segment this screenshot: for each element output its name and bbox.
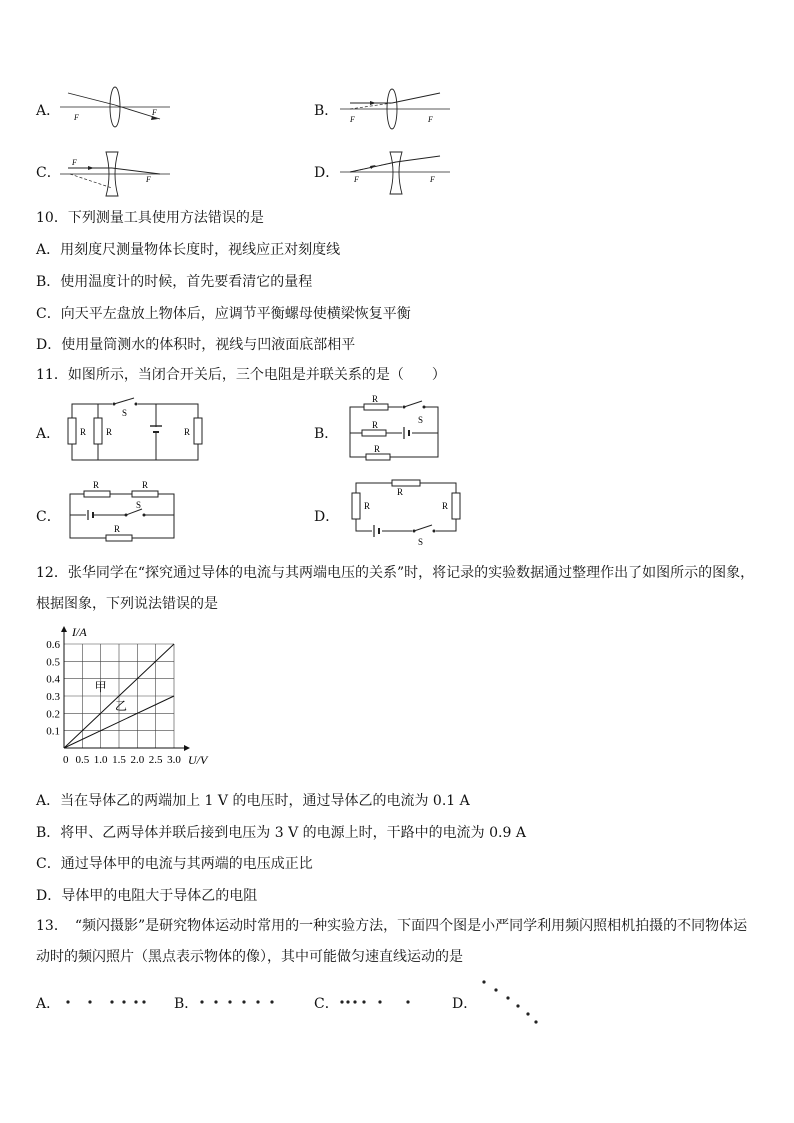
q9-option-a: A． <box>36 103 61 119</box>
q11-circuit-a <box>66 400 206 464</box>
svg-text:S: S <box>418 415 424 425</box>
q13-strobe-d <box>478 978 548 1028</box>
q11-option-b: B． <box>314 426 339 442</box>
y-tick-label: 0.3 <box>46 691 60 703</box>
svg-text:R: R <box>142 480 149 490</box>
y-tick-label: 0.2 <box>46 708 60 721</box>
x-tick-label: 2.5 <box>148 754 163 766</box>
y-tick-label: 0.1 <box>46 725 60 738</box>
series-label-yi: 乙 <box>115 698 128 713</box>
svg-text:R: R <box>80 427 87 437</box>
q12-option-b: B．将甲、乙两导体并联后接到电压为 3 V 的电源上时，干路中的电流为 0.9 A <box>36 825 526 841</box>
q13-option-b: B． <box>174 996 199 1012</box>
svg-text:R: R <box>397 487 404 497</box>
q10-option-d: D．使用量筒测水的体积时，视线与凹液面底部相平 <box>36 337 356 353</box>
svg-text:R: R <box>106 427 113 437</box>
q12-option-c: C．通过导体甲的电流与其两端的电压成正比 <box>36 856 313 872</box>
q13-stem-line2: 动时的频闪照片（黑点表示物体的像），其中可能做匀速直线运动的是 <box>36 949 463 965</box>
q11-option-a: A． <box>36 426 61 442</box>
q13-strobe-b <box>198 995 278 1009</box>
svg-text:R: R <box>372 420 379 430</box>
svg-text:R: R <box>114 524 121 534</box>
q12-option-a: A．当在导体乙的两端加上 1 V 的电压时，通过导体乙的电流为 0.1 A <box>36 793 470 809</box>
q13-option-c: C． <box>314 996 339 1012</box>
q11-option-d: D． <box>314 509 340 525</box>
q9-option-c: C． <box>36 165 61 181</box>
svg-text:R: R <box>442 501 449 511</box>
q11-circuit-c <box>66 478 180 548</box>
x-tick-label: 0.5 <box>75 754 90 766</box>
svg-text:F: F <box>152 108 157 117</box>
q13-strobe-a <box>64 995 154 1009</box>
q9-lens-diagram-b <box>340 85 450 135</box>
q9-option-b: B． <box>314 103 339 119</box>
series-label-jia: 甲 <box>94 679 107 694</box>
x-tick-label: 0 <box>63 754 69 766</box>
y-tick-label: 0.4 <box>46 673 60 686</box>
svg-text:F: F <box>350 115 355 124</box>
q11-option-c: C． <box>36 509 61 525</box>
svg-text:F: F <box>428 115 433 124</box>
x-axis-label: U/V <box>188 753 208 767</box>
svg-text:S: S <box>136 500 142 510</box>
x-tick-label: 3.0 <box>167 754 181 766</box>
q11-circuit-b <box>344 395 444 465</box>
svg-text:F: F <box>72 158 77 167</box>
q11-circuit-d <box>346 475 466 547</box>
y-axis-label: I/A <box>72 625 87 639</box>
svg-text:S: S <box>418 537 424 547</box>
q9-option-d: D． <box>314 165 340 181</box>
q13-option-d: D． <box>452 996 478 1012</box>
y-tick-label: 0.6 <box>46 639 60 651</box>
q12-option-d: D．导体甲的电阻大于导体乙的电阻 <box>36 888 258 904</box>
svg-text:F: F <box>74 113 79 122</box>
svg-text:R: R <box>184 427 191 437</box>
q11-stem: 11．如图所示，当闭合开关后，三个电阻是并联关系的是（ ） <box>36 367 446 383</box>
q10-option-b: B．使用温度计的时候，首先要看清它的量程 <box>36 274 313 290</box>
svg-text:R: R <box>372 394 379 404</box>
q10-option-a: A．用刻度尺测量物体长度时，视线应正对刻度线 <box>36 242 341 258</box>
y-tick-label: 0.5 <box>46 656 60 669</box>
x-axis-arrow <box>184 745 190 751</box>
svg-text:F: F <box>354 175 359 184</box>
x-tick-label: 1.0 <box>93 754 108 766</box>
q10-stem: 10．下列测量工具使用方法错误的是 <box>36 210 264 226</box>
svg-text:F: F <box>430 175 435 184</box>
svg-text:R: R <box>374 444 381 454</box>
q12-stem-line2: 根据图象，下列说法错误的是 <box>36 596 218 612</box>
q13-strobe-c <box>338 995 418 1009</box>
svg-text:R: R <box>93 480 100 490</box>
q13-stem-line1: 13． “频闪摄影”是研究物体运动时常用的一种实验方法，下面四个图是小严同学利用频闪照相机拍摄的不同物体运 <box>36 918 748 934</box>
q12-stem-line1: 12．张华同学在“探究通过导体的电流与其两端电压的关系”时，将记录的实验数据通过整理作出了如图所示的图象， <box>36 565 755 581</box>
q12-iu-chart <box>36 620 226 778</box>
q9-lens-diagram-a <box>60 85 170 135</box>
q10-option-c: C．向天平左盘放上物体后，应调节平衡螺母使横梁恢复平衡 <box>36 306 411 322</box>
svg-text:R: R <box>364 501 371 511</box>
q9-lens-diagram-c <box>60 148 170 198</box>
x-tick-label: 2.0 <box>130 754 145 766</box>
q9-lens-diagram-d <box>340 148 450 198</box>
y-axis-arrow <box>61 626 67 632</box>
x-tick-label: 1.5 <box>112 754 126 766</box>
svg-text:S: S <box>122 408 128 418</box>
svg-text:F: F <box>146 175 151 184</box>
q13-option-a: A． <box>36 996 61 1012</box>
